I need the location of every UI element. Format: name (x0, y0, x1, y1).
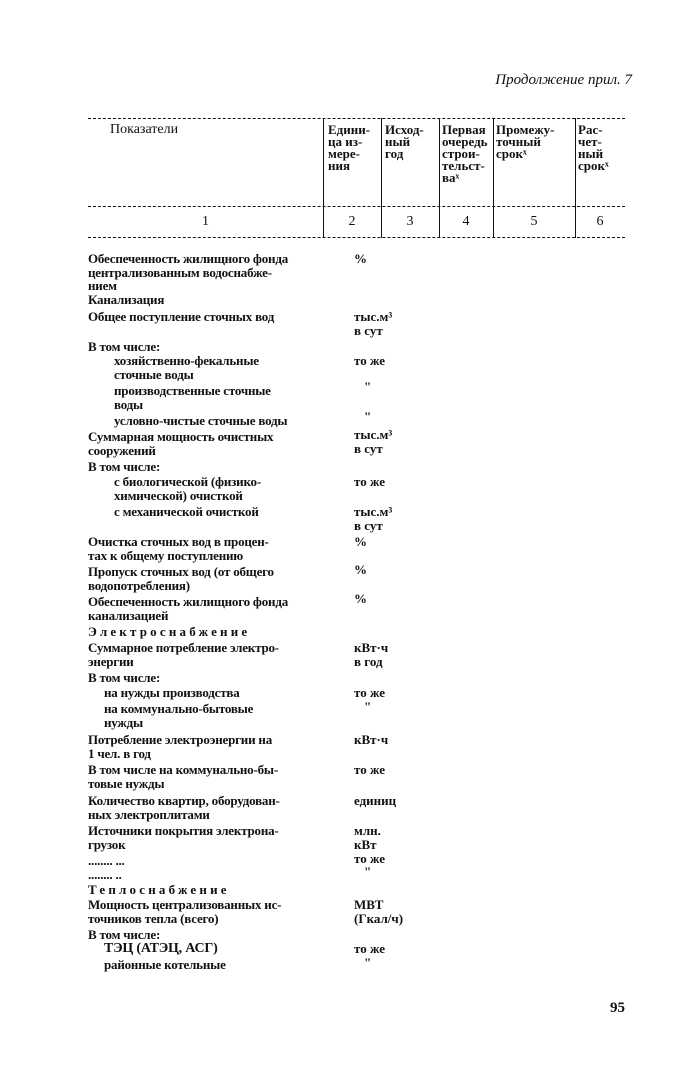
row-unit: % (354, 562, 367, 577)
row-label: Суммарное потребление электро- энергии (88, 640, 279, 669)
row-unit: тыс.м³ в сут (354, 309, 393, 338)
col-header-first-stage: Первая очередь строи- тельст- ваˣ (442, 122, 488, 185)
col-number-2: 2 (348, 214, 356, 229)
row-label: Потребление электроэнергии на 1 чел. в год (88, 732, 273, 761)
row-label: В том числе: (88, 459, 161, 474)
row-label: районные котельные (104, 957, 226, 972)
row-unit: то же (354, 474, 385, 489)
row-label: ........ ... (88, 853, 125, 868)
row-label: Источники покрытия электрона- грузок (88, 823, 279, 852)
row-unit: кВт·ч (354, 732, 389, 747)
row-unit: тыс.м³ в сут (354, 504, 393, 533)
row-label: производственные сточные воды (114, 383, 271, 412)
row-unit: то же (354, 685, 385, 700)
col-number-1: 1 (202, 214, 209, 229)
row-label: с биологической (физико- химической) очисткой (114, 474, 261, 503)
row-unit: то же (354, 762, 385, 777)
row-label: ........ .. (88, 867, 122, 882)
row-label: условно-чистые сточные воды (114, 413, 288, 428)
row-label: В том числе: (88, 670, 161, 685)
col-header-base-year: Исход- ный год (385, 122, 424, 161)
col-header-unit: Едини- ца из- мере- ния (328, 122, 371, 173)
row-unit: млн. кВт (354, 823, 381, 852)
header-bottom-rule (88, 237, 625, 238)
col-header-final: Рас- чет- ный срокˣ (578, 122, 609, 173)
col-number-5: 5 (530, 214, 538, 229)
col-number-3: 3 (406, 214, 414, 229)
header-top-rule (88, 118, 625, 119)
row-label: с механической очисткой (114, 504, 259, 519)
row-label: хозяйственно-фекальные сточные воды (114, 353, 259, 382)
row-unit: " (364, 955, 372, 970)
row-unit: % (354, 591, 367, 606)
row-label: Обеспеченность жилищного фонда канализацией (88, 594, 288, 623)
row-label: Обеспеченность жилищного фонда централизованным водоснабже- нием (88, 251, 288, 293)
table-header (88, 118, 625, 238)
row-label: В том числе: (88, 339, 161, 354)
row-unit: % (354, 251, 367, 266)
section-heading: Электроснабжение (88, 624, 251, 639)
continuation-note: Продолжение прил. 7 (495, 72, 632, 88)
row-label: Общее поступление сточных вод (88, 309, 275, 324)
row-label: Количество квартир, оборудован- ных электроплитами (88, 793, 280, 822)
row-unit: единиц (354, 793, 397, 808)
row-unit: то же (354, 851, 385, 866)
row-unit: " (364, 699, 372, 714)
row-label: Очистка сточных вод в процен- тах к общему поступлению (88, 534, 269, 563)
row-unit: тыс.м³ в сут (354, 427, 393, 456)
row-unit: то же (354, 941, 385, 956)
row-unit: " (364, 379, 372, 394)
row-unit: МВТ (Гкал/ч) (354, 897, 404, 926)
col-number-6: 6 (596, 214, 604, 229)
section-heading: Канализация (88, 292, 165, 307)
col-header-indicators: Показатели (110, 122, 179, 137)
col-number-4: 4 (462, 214, 470, 229)
row-label: на коммунально-бытовые нужды (104, 701, 254, 730)
row-unit: % (354, 534, 367, 549)
row-label: Суммарная мощность очистных сооружений (88, 429, 274, 458)
row-label: В том числе на коммунально-бы- товые нужды (88, 762, 278, 791)
row-unit: " (364, 409, 372, 424)
row-label: Пропуск сточных вод (от общего водопотребления) (88, 564, 274, 593)
col-header-intermediate: Промежу- точный срокˣ (496, 122, 555, 161)
header-mid-rule (88, 206, 625, 207)
row-label: В том числе: (88, 927, 161, 942)
row-label: Мощность централизованных ис- точников тепла (всего) (88, 897, 282, 926)
row-unit: " (364, 864, 372, 879)
row-unit: кВт·ч в год (354, 640, 389, 669)
row-label: ТЭЦ (АТЭЦ, АСГ) (104, 941, 218, 956)
row-unit: то же (354, 353, 385, 368)
page-number: 95 (610, 1000, 625, 1016)
section-heading: Теплоснабжение (88, 882, 230, 897)
row-label: на нужды производства (104, 685, 240, 700)
